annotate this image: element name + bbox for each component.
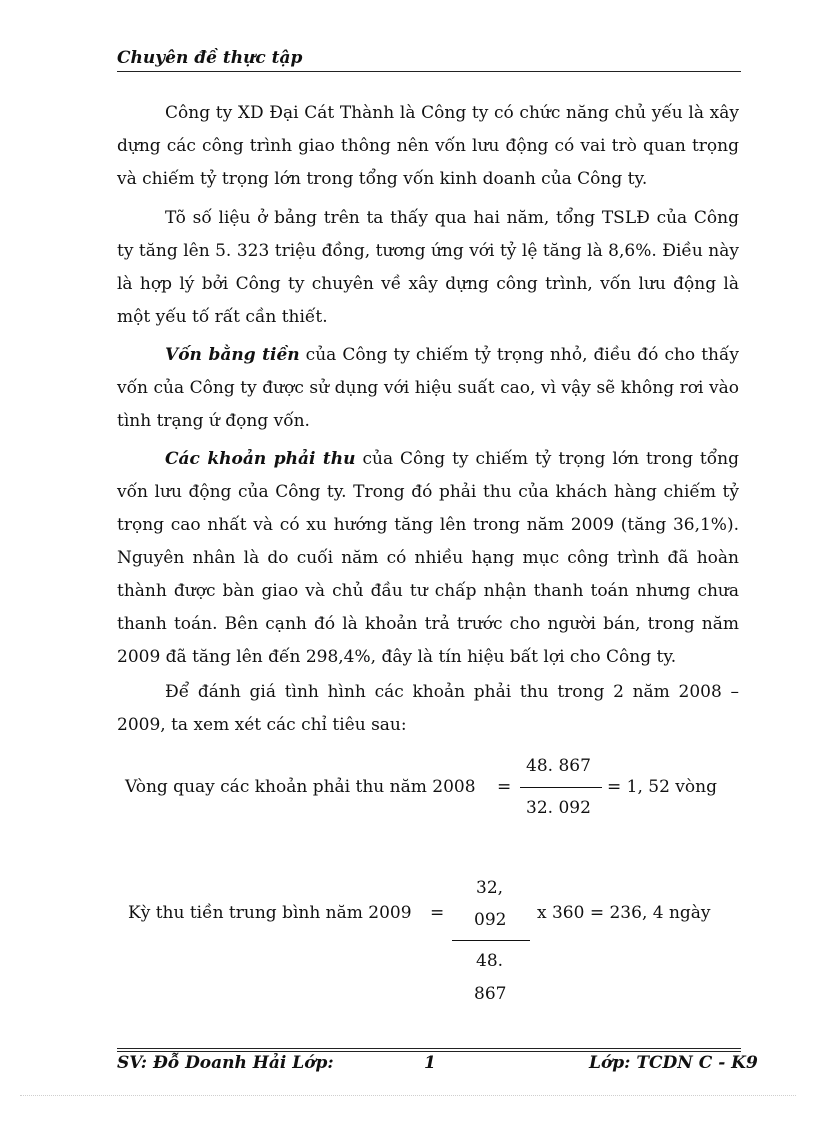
footer-page-number: 1 [424,1053,436,1073]
header-title: Chuyên đề thực tập [117,48,303,68]
paragraph-3-text: của Công ty chiếm tỷ trọng nhỏ, điều đó cho thấy vốn của Công ty được sử dụng với hiệu suất cao, vì vậy sẽ không rơi vào tình trạng ứ đọng vốn. [117,345,739,431]
paragraph-4-text: của Công ty chiếm tỷ trọng lớn trong tổng vốn lưu động của Công ty. Trong đó phải thu của khách hàng chiếm tỷ trọng cao nhất và có xu hướng tăng lên trong năm 2009 (tăng 36,1%). Nguyên nhân là do cuối năm có nhiều hạng mục công trình đã hoàn thành được bàn giao và chủ đầu tư chấp nhận thanh toán nhưng chưa thanh toán. Bên cạnh đó là khoản trả trước cho người bán, trong năm 2009 đã tăng lên đến 298,4%, đây là tín hiệu bất lợi cho Công ty. [117,449,739,667]
formula-2-numerator-line-1: 32, [476,878,504,898]
formula-1-numerator: 48. 867 [526,756,591,776]
formula-2-numerator-line-2: 092 [474,910,507,930]
footer-author: SV: Đỗ Doanh Hải Lớp: [117,1053,334,1073]
paragraph-1: Công ty XD Đại Cát Thành là Công ty có chức năng chủ yếu là xây dựng các công trình giao thông nên vốn lưu động có vai trò quan trọng và chiếm tỷ trọng lớn trong tổng vốn kinh doanh của Công ty. [117,103,739,189]
paragraph-5: Để đánh giá tình hình các khoản phải thu trong 2 năm 2008 – 2009, ta xem xét các chỉ tiêu sau: [117,682,739,735]
formula-2-denominator-line-2: 867 [474,984,507,1004]
paragraph-3 [117,339,739,438]
footer-rule-top [117,1048,741,1049]
footer-rule-bottom [117,1051,741,1052]
formula-2-fraction-bar [452,940,530,941]
formula-1-fraction-bar [520,787,602,788]
formula-1-label: Vòng quay các khoản phải thu năm 2008 [125,777,476,797]
paragraph-2: Tõ số liệu ở bảng trên ta thấy qua hai năm, tổng TSLĐ của Công ty tăng lên 5. 323 triệu đồng, tương ứng với tỷ lệ tăng là 8,6%. Điều này là hợp lý bởi Công ty chuyên về xây dựng công trình, vốn lưu động là một yếu tố rất cần thiết. [117,208,739,327]
formula-1-denominator: 32. 092 [526,798,591,818]
formula-2-result: x 360 = 236, 4 ngày [537,903,711,923]
formula-1-equals: = [497,777,512,797]
paragraph-4 [117,443,739,674]
formula-2-label: Kỳ thu tiền trung bình năm 2009 [128,903,412,923]
footer-class: Lớp: TCDN C - K9 [589,1053,758,1073]
formula-1-result: = 1, 52 vòng [607,777,717,797]
page-edge-dotted-line [20,1095,796,1096]
formula-2-equals: = [430,903,445,923]
page-header [117,48,741,72]
formula-2-denominator-line-1: 48. [476,951,504,971]
emphasis-receivables: Các khoản phải thu [165,449,356,469]
emphasis-cash: Vốn bằng tiền [165,345,300,365]
